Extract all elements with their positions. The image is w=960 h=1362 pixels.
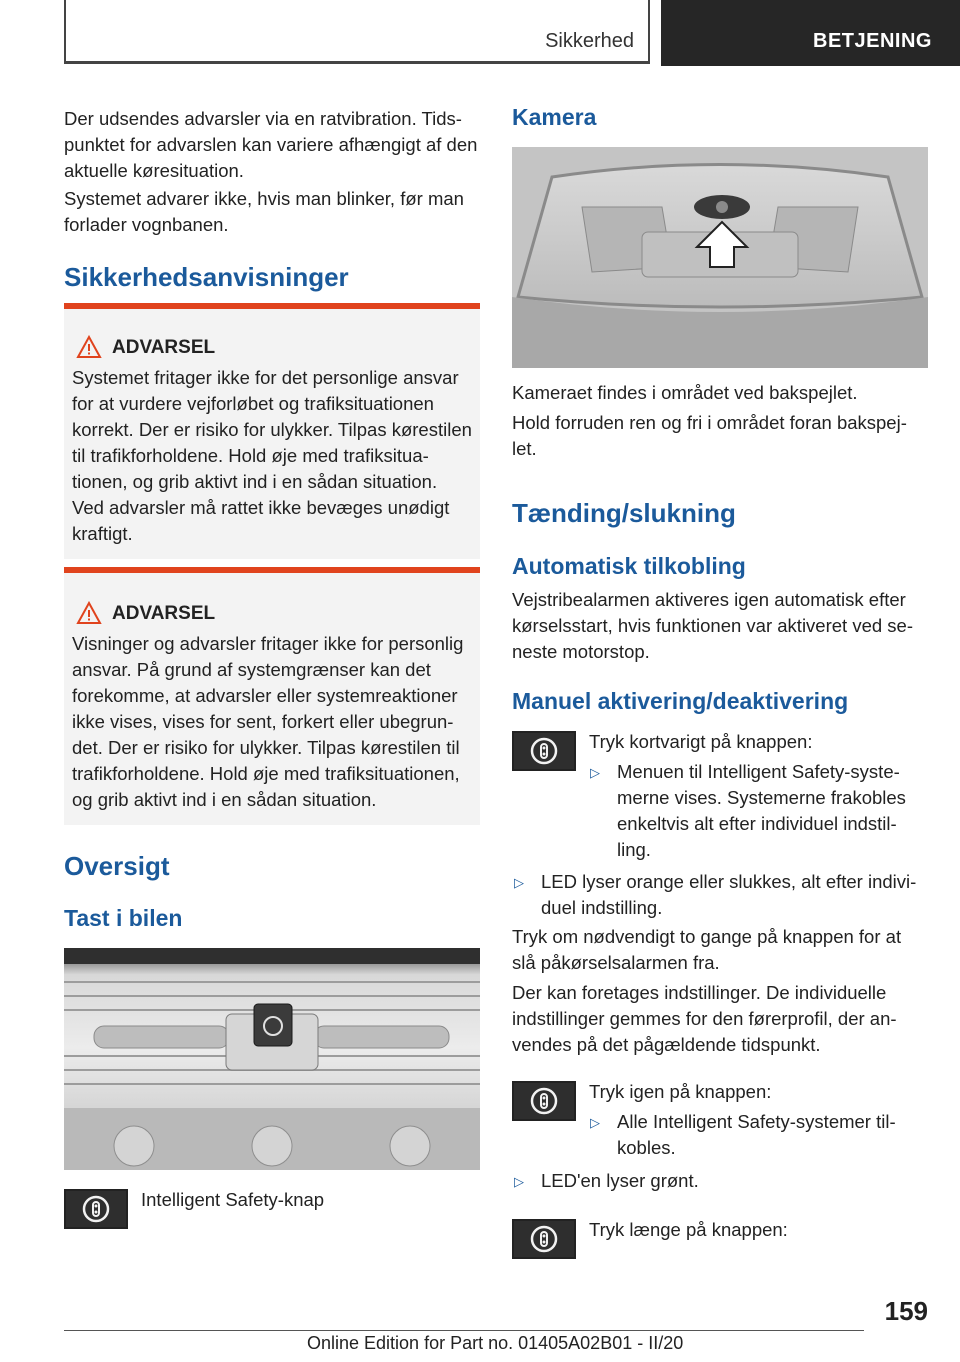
dashboard-button-photo <box>64 948 480 1170</box>
led-green-text: LED'en lyser grønt. <box>541 1170 699 1191</box>
section-title: Sikkerhed <box>545 30 634 52</box>
bullet-triangle-icon: ▷ <box>590 1115 600 1130</box>
warning-box-2 <box>64 567 480 825</box>
warning-title: ADVARSEL <box>112 603 216 624</box>
footer-edition: Online Edition for Part no. 01405A02B01 - II/20 <box>307 1333 684 1353</box>
intelligent-safety-icon <box>529 1086 559 1116</box>
camera-clean-text: Hold forruden ren og fri i området foran bakspej-let. <box>512 412 907 459</box>
overview-heading: Oversigt <box>64 851 170 881</box>
auto-activation-heading: Automatisk tilkobling <box>512 553 746 579</box>
press-twice-text: Tryk om nødvendigt to gange på knappen for at slå påkørselsalarmen fra. <box>512 926 902 973</box>
header-chapter-tab <box>661 0 960 66</box>
auto-activation-text: Vejstribealarmen aktiveres igen automatisk efter kørselsstart, hvis funktionen var aktiveret ved se-neste motorstop. <box>512 589 913 662</box>
warning-box-1 <box>64 303 480 559</box>
footer-divider <box>64 1330 864 1331</box>
settings-text: Der kan foretages indstillinger. De individuelle indstillinger gemmes for den førerprofil, der an-vendes på det pågældende tidspunkt. <box>512 982 897 1055</box>
intelligent-safety-icon <box>529 1224 559 1254</box>
page-number: 159 <box>884 1296 928 1326</box>
intelligent-safety-button-icon <box>512 1219 576 1259</box>
step-press-again: Tryk igen på knappen: <box>589 1081 772 1102</box>
step-long-press: Tryk længe på knappen: <box>589 1219 788 1240</box>
step-short-press-result: Menuen til Intelligent Safety-syste-merne vises. Systemerne frakobles enkeltvis alt efter individuel indstil-ling. <box>617 761 906 860</box>
camera-location-text: Kameraet findes i området ved bakspejlet. <box>512 382 858 403</box>
chapter-title: BETJENING <box>813 30 932 52</box>
warning-triangle-icon <box>76 601 102 625</box>
intro-paragraph: Der udsendes advarsler via en ratvibration. Tids-punktet for advarslen kan variere afhængigt af den aktuelle køresituation. <box>64 108 478 181</box>
warning-title: ADVARSEL <box>112 337 216 358</box>
button-caption: Intelligent Safety-knap <box>141 1189 325 1210</box>
intro-paragraph-2: Systemet advarer ikke, hvis man blinker, før man forlader vognbanen. <box>64 188 464 235</box>
warning-body: Visninger og advarsler fritager ikke for personlig ansvar. På grund af systemgrænser kan det forekomme, at advarsler eller systemreaktioner ikke vises, vises for sent, forkert eller ubegrun-det. Der er risiko for ulykker. Tilpas kørestilen til trafikforholdene. Hold øje med trafiksituationen, og grib aktivt ind i en sådan situation. <box>72 633 464 810</box>
manual-activation-heading: Manuel aktivering/deaktivering <box>512 688 849 714</box>
bullet-triangle-icon: ▷ <box>590 765 600 780</box>
intelligent-safety-icon <box>529 736 559 766</box>
button-heading: Tast i bilen <box>64 905 183 931</box>
warning-triangle-icon <box>76 335 102 359</box>
bullet-triangle-icon: ▷ <box>514 875 524 890</box>
led-orange-text: LED lyser orange eller slukkes, alt efter indivi-duel indstilling. <box>541 871 917 918</box>
step-short-press: Tryk kortvarigt på knappen: <box>589 731 813 752</box>
intelligent-safety-button-icon <box>64 1189 128 1229</box>
onoff-heading: Tænding/slukning <box>512 498 736 528</box>
safety-heading: Sikkerhedsanvisninger <box>64 262 349 292</box>
rear-view-camera-photo <box>512 147 928 368</box>
intelligent-safety-button-icon <box>512 731 576 771</box>
bullet-triangle-icon: ▷ <box>514 1174 524 1189</box>
header-section-tab <box>64 0 650 64</box>
intelligent-safety-icon <box>81 1194 111 1224</box>
camera-heading: Kamera <box>512 104 597 130</box>
step-press-again-result: Alle Intelligent Safety-systemer til-kobles. <box>617 1111 896 1158</box>
intelligent-safety-button-icon <box>512 1081 576 1121</box>
warning-body: Systemet fritager ikke for det personlige ansvar for at vurdere vejforløbet og trafiksituationen korrekt. Der er risiko for ulykker. Tilpas kørestilen til trafikforholdene. Hold øje med trafiksitua-tionen, og grib aktivt ind i en sådan situation. Ved advarsler må rattet ikke bevæges unødigt kraftigt. <box>72 367 472 544</box>
